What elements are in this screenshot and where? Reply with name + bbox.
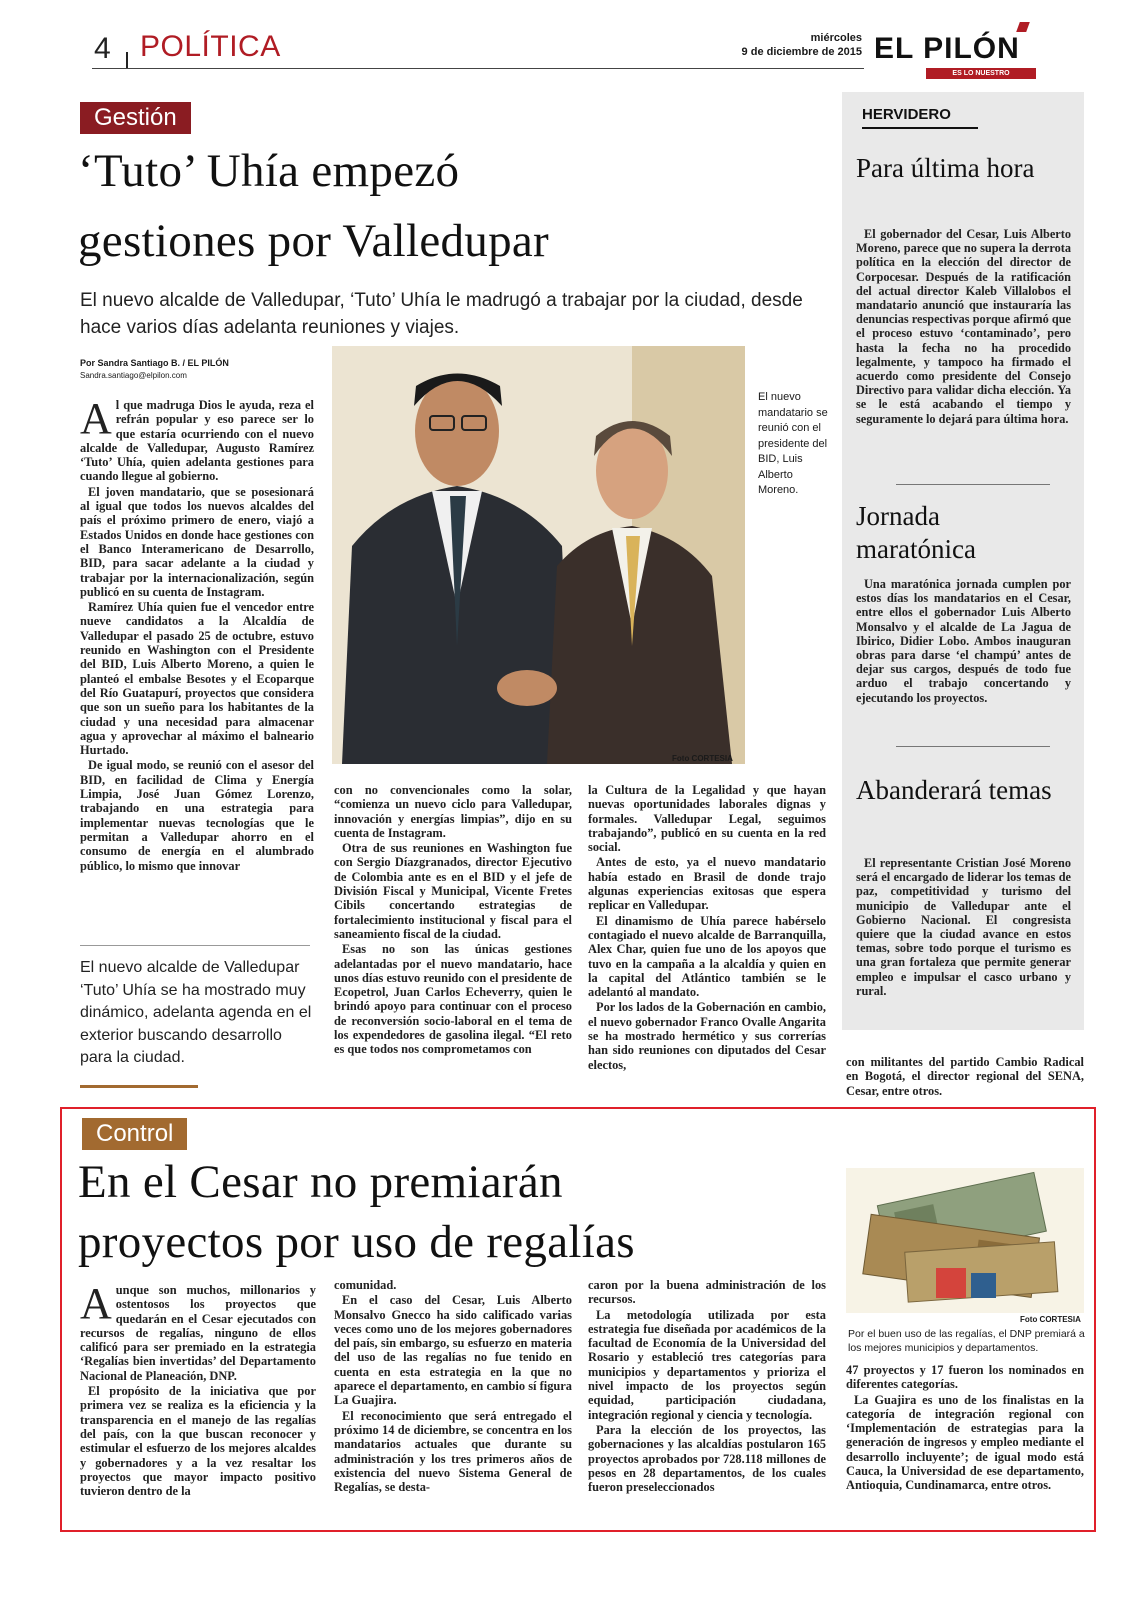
- second-headline-line1: En el Cesar no premiarán: [78, 1156, 563, 1208]
- banknotes-illustration: [846, 1168, 1084, 1313]
- pullquote-rule-top: [80, 945, 310, 946]
- main-headline-line2: gestiones por Valledupar: [78, 215, 550, 267]
- second-photo: [846, 1168, 1084, 1313]
- second-headline-line2: proyectos por uso de regalías: [78, 1216, 635, 1268]
- second-column-1: Aunque son muchos, millonarios y ostentosos los proyectos que quedarán en el Cesar ejecutados con recursos de regalías, ninguno de ellos calificó para ser premiado en la estrategia ‘Regalías bien invertidas’ del Departamento Nacional de Planeación, DNP. El propósito de la iniciativa que por primera vez se realiza es la eficiencia y la transparencia en el manejo de las regalías del país, con la que buscan reconocer y estimular el esfuerzo de los mejores alcaldes y gobernadores y a la vez resaltar los proyectos que mayor impacto positivo tuvieron dentro de la: [80, 1279, 316, 1499]
- main-column-4: con militantes del partido Cambio Radical en Bogotá, el director regional del SENA, Cesar, entre otros.: [846, 1055, 1084, 1098]
- main-byline: Por Sandra Santiago B. / EL PILÓN: [80, 358, 229, 368]
- photo-illustration: [332, 346, 745, 764]
- sidebar-divider-1: [896, 484, 1050, 485]
- main-email: Sandra.santiago@elpilon.com: [80, 371, 187, 380]
- pullquote-rule-bottom: [80, 1085, 198, 1088]
- main-column-3: la Cultura de la Legalidad y que hayan nuevas oportunidades laborales dignas y formales. Valledupar Legal, seguimos trabajando”, publicó en su cuenta en la red social. Antes de esto, ya el nuevo mandatario había estado en Brasil de donde trajo algunas experiencias exitosas que espera replicar en Valledupar. El dinamismo de Uhía parece habérselo contagiado el nuevo alcalde de Barranquilla, Alex Char, quien fue uno de los apoyos que tuvo en la campaña a la alcaldía y quien en la capital del Atlántico también se le adelantó al mandato. Por los lados de la Gobernación en cambio, el nuevo gobernador Franco Ovalle Angarita se ha mostrado hermético y sus correrías han sido reuniones con diputados del Cesar electos,: [588, 783, 826, 1072]
- photo-credit: Foto CORTESIA: [672, 754, 733, 763]
- header-day: miércoles: [810, 32, 862, 44]
- main-column-1: Al que madruga Dios le ayuda, reza el refrán popular y eso parece ser lo que estaría ocurriendo con el nuevo alcalde de Valledupar, Augusto Ramírez ‘Tuto’ Uhía, quien adelanta gestiones para cuando llegue al gobierno. El joven mandatario, que se posesionará al igual que todos los nuevos alcaldes del país el próximo primero de enero, viajó a Estados Unidos en donde hace gestiones con el Banco Interamericano de Desarrollo, BID, para sacar adelante a la ciudad y trabajar por la internacionalización, según publicó en su cuenta de Instagram. Ramírez Uhía quien fue el vencedor entre nueve candidatos a la Alcaldía de Valledupar el pasado 25 de octubre, estuvo reunido en Washington con el Presidente del BID, Luis Alberto Moreno, a quien le planteó el embalse Besotes y el Ecoparque del Río Guatapurí, proyectos que considera que son un sueño para los habitantes de la ciudad y una necesidad para almacenar agua y aprovechar al máximo el balneario Hurtado. De igual modo, se reunió con el asesor del BID, en facilidad de Clima y Energía Limpia, José Juan Gómez Lorenzo, trabajando en una estrategia para implementar nuevas tecnologías que le permitan a Valledupar ahorro en el consumo de energía en el alumbrado público, lo mismo que innovar: [80, 394, 314, 873]
- main-column-2: con no convencionales como la solar, “comienza un nuevo ciclo para Valledupar, innovación y energías limpias”, dijo en su cuenta de Instagram. Otra de sus reuniones en Washington fue con Sergio Díazgranados, director Ejecutivo de Colombia ante es en el BID y el jefe de División Fiscal y Municipal, Vicente Fretes Cibils concertando estrategias de fortalecimiento institucional y fiscal para el saneamiento fiscal de la ciudad. Esas no son las únicas gestiones adelantadas por el nuevo mandatario, hace unos días estuvo reunido con el presidente de Ecopetrol, Juan Carlos Echeverry, quien le brindó apoyo para continuar con el proceso de reconversión socio-laboral en el tema de los expendedores de gasolina ilegal. “El reto es que todos nos comprometamos con: [334, 783, 572, 1057]
- sidebar-item3-text: El representante Cristian José Moreno será el encargado de liderar los temas de paz, competitividad y turismo del municipio de Valledupar ante el Gobierno Nacional. El congresista quiere que la ciudad avance en estos temas, sobre todo porque el turismo es una gran fortaleza que permite generar empleo e impulsar el casco urbano y rural.: [856, 856, 1071, 998]
- main-photo: [332, 346, 745, 764]
- sidebar-item2-title: Jornada maratónica: [856, 501, 976, 564]
- sidebar-item1-text: El gobernador del Cesar, Luis Alberto Moreno, parece que no supera la derrota política en la elección del director de Corpocesar. Después de la ratificación del actual director Kaleb Villalobos el mandatario anunció que instauraría las denuncias respectivas porque afirmó que el proceso estuvo ‘contaminado’, pero hasta la fecha no ha procedido legalmente, y tampoco ha firmado el acuerdo como presidente del Consejo Directivo para validar dicha elección. Ya se le está acabando el tiempo y seguramente lo dejará para última hora.: [856, 227, 1071, 426]
- logo: EL PILÓN: [874, 32, 1020, 65]
- main-article-tag: Gestión: [80, 102, 191, 134]
- sidebar-label-rule: [862, 127, 978, 129]
- dropcap-2: A: [80, 1279, 112, 1328]
- section-title: POLÍTICA: [140, 30, 281, 63]
- header-rule: [92, 68, 864, 69]
- sidebar-divider-2: [896, 746, 1050, 747]
- pullquote: El nuevo alcalde de Valledupar ‘Tuto’ Uhía se ha mostrado muy dinámico, adelanta agenda en el exterior buscando desarrollo para la ciudad.: [80, 959, 312, 1066]
- second-photo-caption: Por el buen uso de las regalías, el DNP premiará a los mejores municipios y departamentos.: [848, 1328, 1085, 1354]
- sidebar-item3-title: Abanderará temas: [856, 775, 1052, 805]
- page-number: 4: [94, 32, 111, 65]
- sidebar-item1-title: Para última hora: [856, 153, 1035, 183]
- logo-tagline: ES LO NUESTRO: [926, 68, 1036, 79]
- main-subhead: El nuevo alcalde de Valledupar, ‘Tuto’ Uhía le madrugó a trabajar por la ciudad, desde hace varios días adelanta reuniones y viajes.: [80, 290, 803, 338]
- sidebar-item2-text: Una maratónica jornada cumplen por estos días los mandatarios en el Cesar, entre ellos el gobernador Luis Alberto Monsalvo y el alcalde de La Jagua de Ibirico, Didier Lobo. Ambos inauguran obras para darse ‘el champú’ antes de dejar sus cargos, después de todo fue arduo el trabajo concertando y ejecutando los proyectos.: [856, 577, 1071, 705]
- header-date: 9 de diciembre de 2015: [741, 46, 862, 58]
- second-article-tag: Control: [82, 1118, 187, 1150]
- dropcap: A: [80, 394, 112, 443]
- second-column-2: comunidad. En el caso del Cesar, Luis Alberto Monsalvo Gnecco ha sido calificado varias veces como uno de los mejores gobernadores del país, sin embargo, su esfuerzo en materia del uso de las regalías no fue tenido en cuenta en esta estrategia en la que no aparece el departamento, en cambio sí figura La Guajira. El reconocimiento que será entregado el próximo 14 de diciembre, se concentra en los mandatarios actuales que durante su administración y los tres primeros años de existencia del nuevo Sistema General de Regalías, se desta-: [334, 1278, 572, 1495]
- second-photo-credit: Foto CORTESIA: [1020, 1315, 1081, 1324]
- logo-accent-icon: [1016, 22, 1030, 32]
- header-divider-tick: [126, 52, 128, 68]
- second-column-3: caron por la buena administración de los recursos. La metodología utilizada por esta estrategia fue diseñada por académicos de la facultad de Economía de la Universidad del Rosario y estableció tres categorías para municipios y departamentos y prioriza el nivel impacto de los proyectos según equidad, participación ciudadana, integración regional y ciencia y tecnología. Para la elección de los proyectos, las gobernaciones y las alcaldías postularon 165 proyectos aprobados por 728.118 millones de pesos en 28 departamentos, de los cuales fueron preseleccionados: [588, 1278, 826, 1495]
- photo-caption: El nuevo mandatario se reunió con el presidente del BID, Luis Alberto Moreno.: [758, 391, 828, 496]
- sidebar-label: HERVIDERO: [862, 106, 951, 123]
- second-column-4: 47 proyectos y 17 fueron los nominados en diferentes categorías. La Guajira es uno de los finalistas en la categoría de integración regional con ‘Implementación de estrategias para la generación de ingresos y empleo mediante el desarrollo incluyente’; de igual modo está Cauca, la Universidad de ese departamento, Antioquia, Cundinamarca, entre otros.: [846, 1363, 1084, 1493]
- main-headline-line1: ‘Tuto’ Uhía empezó: [78, 145, 460, 197]
